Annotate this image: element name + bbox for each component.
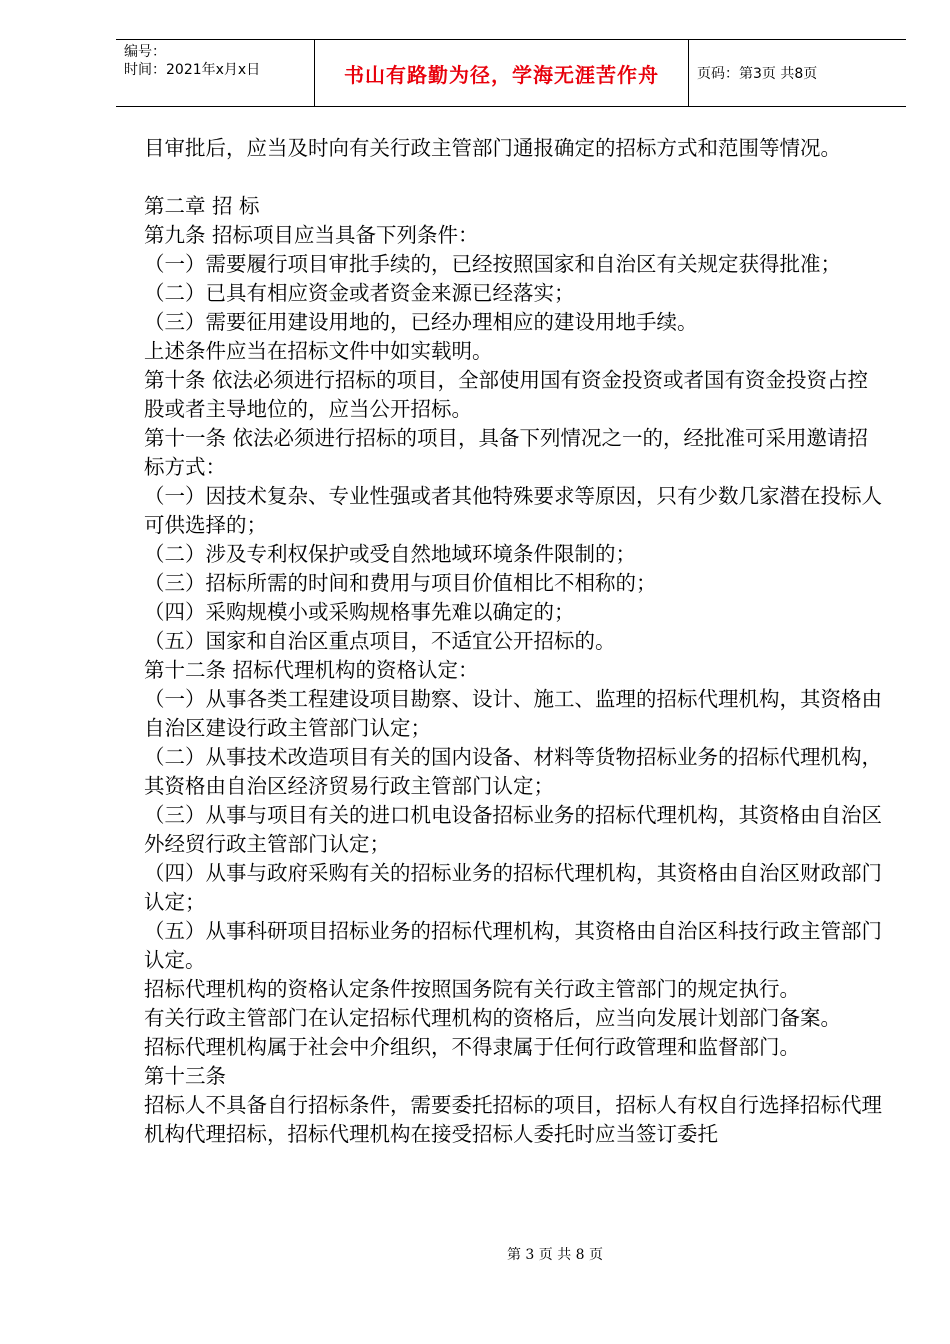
body-paragraph: （一）需要履行项目审批手续的，已经按照国家和自治区有关规定获得批准； <box>144 252 841 276</box>
body-paragraph: 第九条 招标项目应当具备下列条件： <box>144 223 479 247</box>
body-paragraph: 有关行政主管部门在认定招标代理机构的资格后，应当向发展计划部门备案。 <box>144 1006 841 1030</box>
body-paragraph: （三）需要征用建设用地的，已经办理相应的建设用地手续。 <box>144 310 698 334</box>
body-paragraph: （五）国家和自治区重点项目，不适宜公开招标的。 <box>144 629 616 653</box>
body-paragraph: 招标代理机构的资格认定条件按照国务院有关行政主管部门的规定执行。 <box>144 977 800 1001</box>
body-paragraph: （一）从事各类工程建设项目勘察、设计、施工、监理的招标代理机构，其资格由自治区建设行政主管部门认定； <box>144 687 882 740</box>
body-paragraph: 第十二条 招标代理机构的资格认定： <box>144 658 479 682</box>
paragraph-gap <box>144 163 884 192</box>
header-motto: 书山有路勤为径，学海无涯苦作舟 <box>315 40 689 106</box>
page-footer: 第 3 页 共 8 页 <box>506 1247 604 1263</box>
header-meta <box>116 40 315 106</box>
body-paragraph: 第十三条 <box>144 1064 226 1088</box>
page-header <box>116 39 906 107</box>
header-page-number: 页码：第3页 共8页 <box>697 66 818 82</box>
body-paragraph: （五）从事科研项目招标业务的招标代理机构，其资格由自治区科技行政主管部门认定。 <box>144 919 882 972</box>
body-paragraph: 第十条 依法必须进行招标的项目，全部使用国有资金投资或者国有资金投资占控股或者主导地位的，应当公开招标。 <box>144 368 869 421</box>
body-paragraph: 第二章 招 标 <box>144 194 260 218</box>
body-paragraph: （四）采购规模小或采购规格事先难以确定的； <box>144 600 575 624</box>
body-paragraph: 第十一条 依法必须进行招标的项目，具备下列情况之一的，经批准可采用邀请招标方式： <box>144 426 869 479</box>
body-paragraph: （二）涉及专利权保护或受自然地域环境条件限制的； <box>144 542 636 566</box>
body-paragraph: 目审批后，应当及时向有关行政主管部门通报确定的招标方式和范围等情况。 <box>144 136 841 160</box>
body-paragraph: （三）招标所需的时间和费用与项目价值相比不相称的； <box>144 571 657 595</box>
document-body <box>144 134 884 1149</box>
body-paragraph: 招标代理机构属于社会中介组织，不得隶属于任何行政管理和监督部门。 <box>144 1035 800 1059</box>
body-paragraph: （三）从事与项目有关的进口机电设备招标业务的招标代理机构，其资格由自治区外经贸行政主管部门认定； <box>144 803 882 856</box>
body-paragraph: 上述条件应当在招标文件中如实载明。 <box>144 339 493 363</box>
document-time-label: 时间：2021年x月x日 <box>124 62 261 78</box>
body-paragraph: （二）从事技术改造项目有关的国内设备、材料等货物招标业务的招标代理机构，其资格由自治区经济贸易行政主管部门认定； <box>144 745 882 798</box>
body-paragraph: （一）因技术复杂、专业性强或者其他特殊要求等原因，只有少数几家潜在投标人可供选择的； <box>144 484 882 537</box>
body-paragraph: （二）已具有相应资金或者资金来源已经落实； <box>144 281 575 305</box>
body-paragraph: （四）从事与政府采购有关的招标业务的招标代理机构，其资格由自治区财政部门认定； <box>144 861 882 914</box>
body-paragraph: 招标人不具备自行招标条件，需要委托招标的项目，招标人有权自行选择招标代理机构代理招标，招标代理机构在接受招标人委托时应当签订委托 <box>144 1093 882 1146</box>
document-number-label: 编号： <box>124 44 166 60</box>
